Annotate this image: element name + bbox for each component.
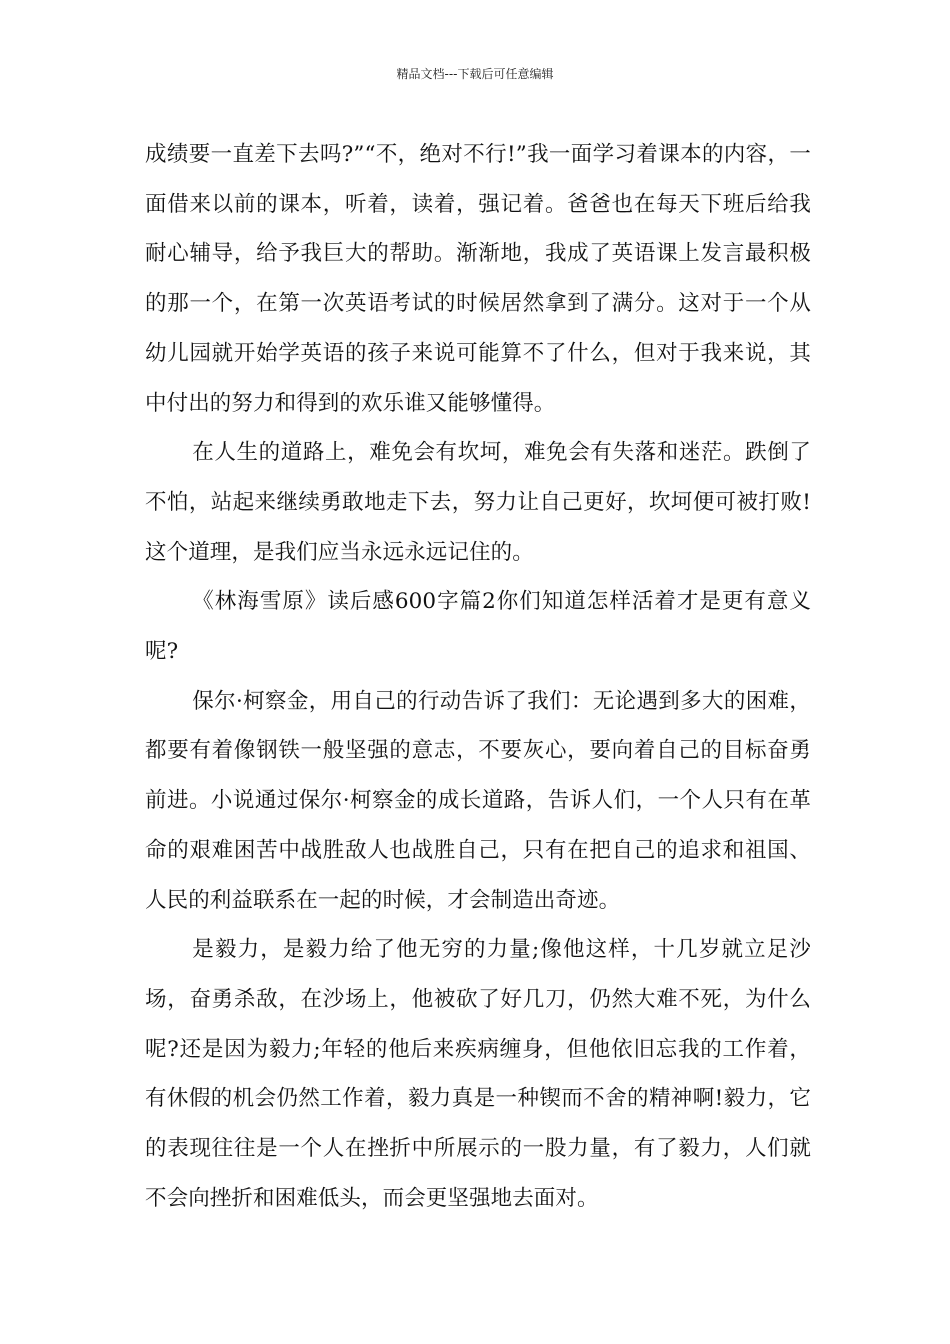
paragraph-3: 《林海雪原》读后感600字篇2你们知道怎样活着才是更有意义呢? <box>145 589 811 665</box>
paragraph-2: 在人生的道路上，难免会有坎坷，难免会有失落和迷茫。跌倒了不怕，站起来继续勇敢地走下去，努力让自己更好，坎坷便可被打败!这个道理，是我们应当永远永远记住的。 <box>145 440 811 565</box>
paragraph-1: 成绩要一直差下去吗?”“不，绝对不行!”我一面学习着课本的内容，一面借来以前的课本，听着，读着，强记着。爸爸也在每天下班后给我耐心辅导，给予我巨大的帮助。渐渐地，我成了英语课上发言最积极的那一个，在第一次英语考试的时候居然拿到了满分。这对于一个从幼儿园就开始学英语的孩子来说可能算不了什么，但对于我来说，其中付出的努力和得到的欢乐谁又能够懂得。 <box>145 142 811 416</box>
body-text <box>145 130 811 1223</box>
paragraph-5: 是毅力，是毅力给了他无穷的力量;像他这样，十几岁就立足沙场，奋勇杀敌，在沙场上，他被砍了好几刀，仍然大难不死，为什么呢?还是因为毅力;年轻的他后来疾病缠身，但他依旧忘我的工作着，有休假的机会仍然工作着，毅力真是一种锲而不舍的精神啊!毅力，它的表现往往是一个人在挫折中所展示的一股力量，有了毅力，人们就不会向挫折和困难低头，而会更坚强地去面对。 <box>145 937 811 1211</box>
paragraph-4: 保尔·柯察金，用自己的行动告诉了我们：无论遇到多大的困难，都要有着像钢铁一般坚强的意志，不要灰心，要向着自己的目标奋勇前进。小说通过保尔·柯察金的成长道路，告诉人们，一个人只有在革命的艰难困苦中战胜敌人也战胜自己，只有在把自己的追求和祖国、人民的利益联系在一起的时候，才会制造出奇迹。 <box>145 688 811 913</box>
page-header: 精品文档---下载后可任意编辑 <box>396 67 554 81</box>
